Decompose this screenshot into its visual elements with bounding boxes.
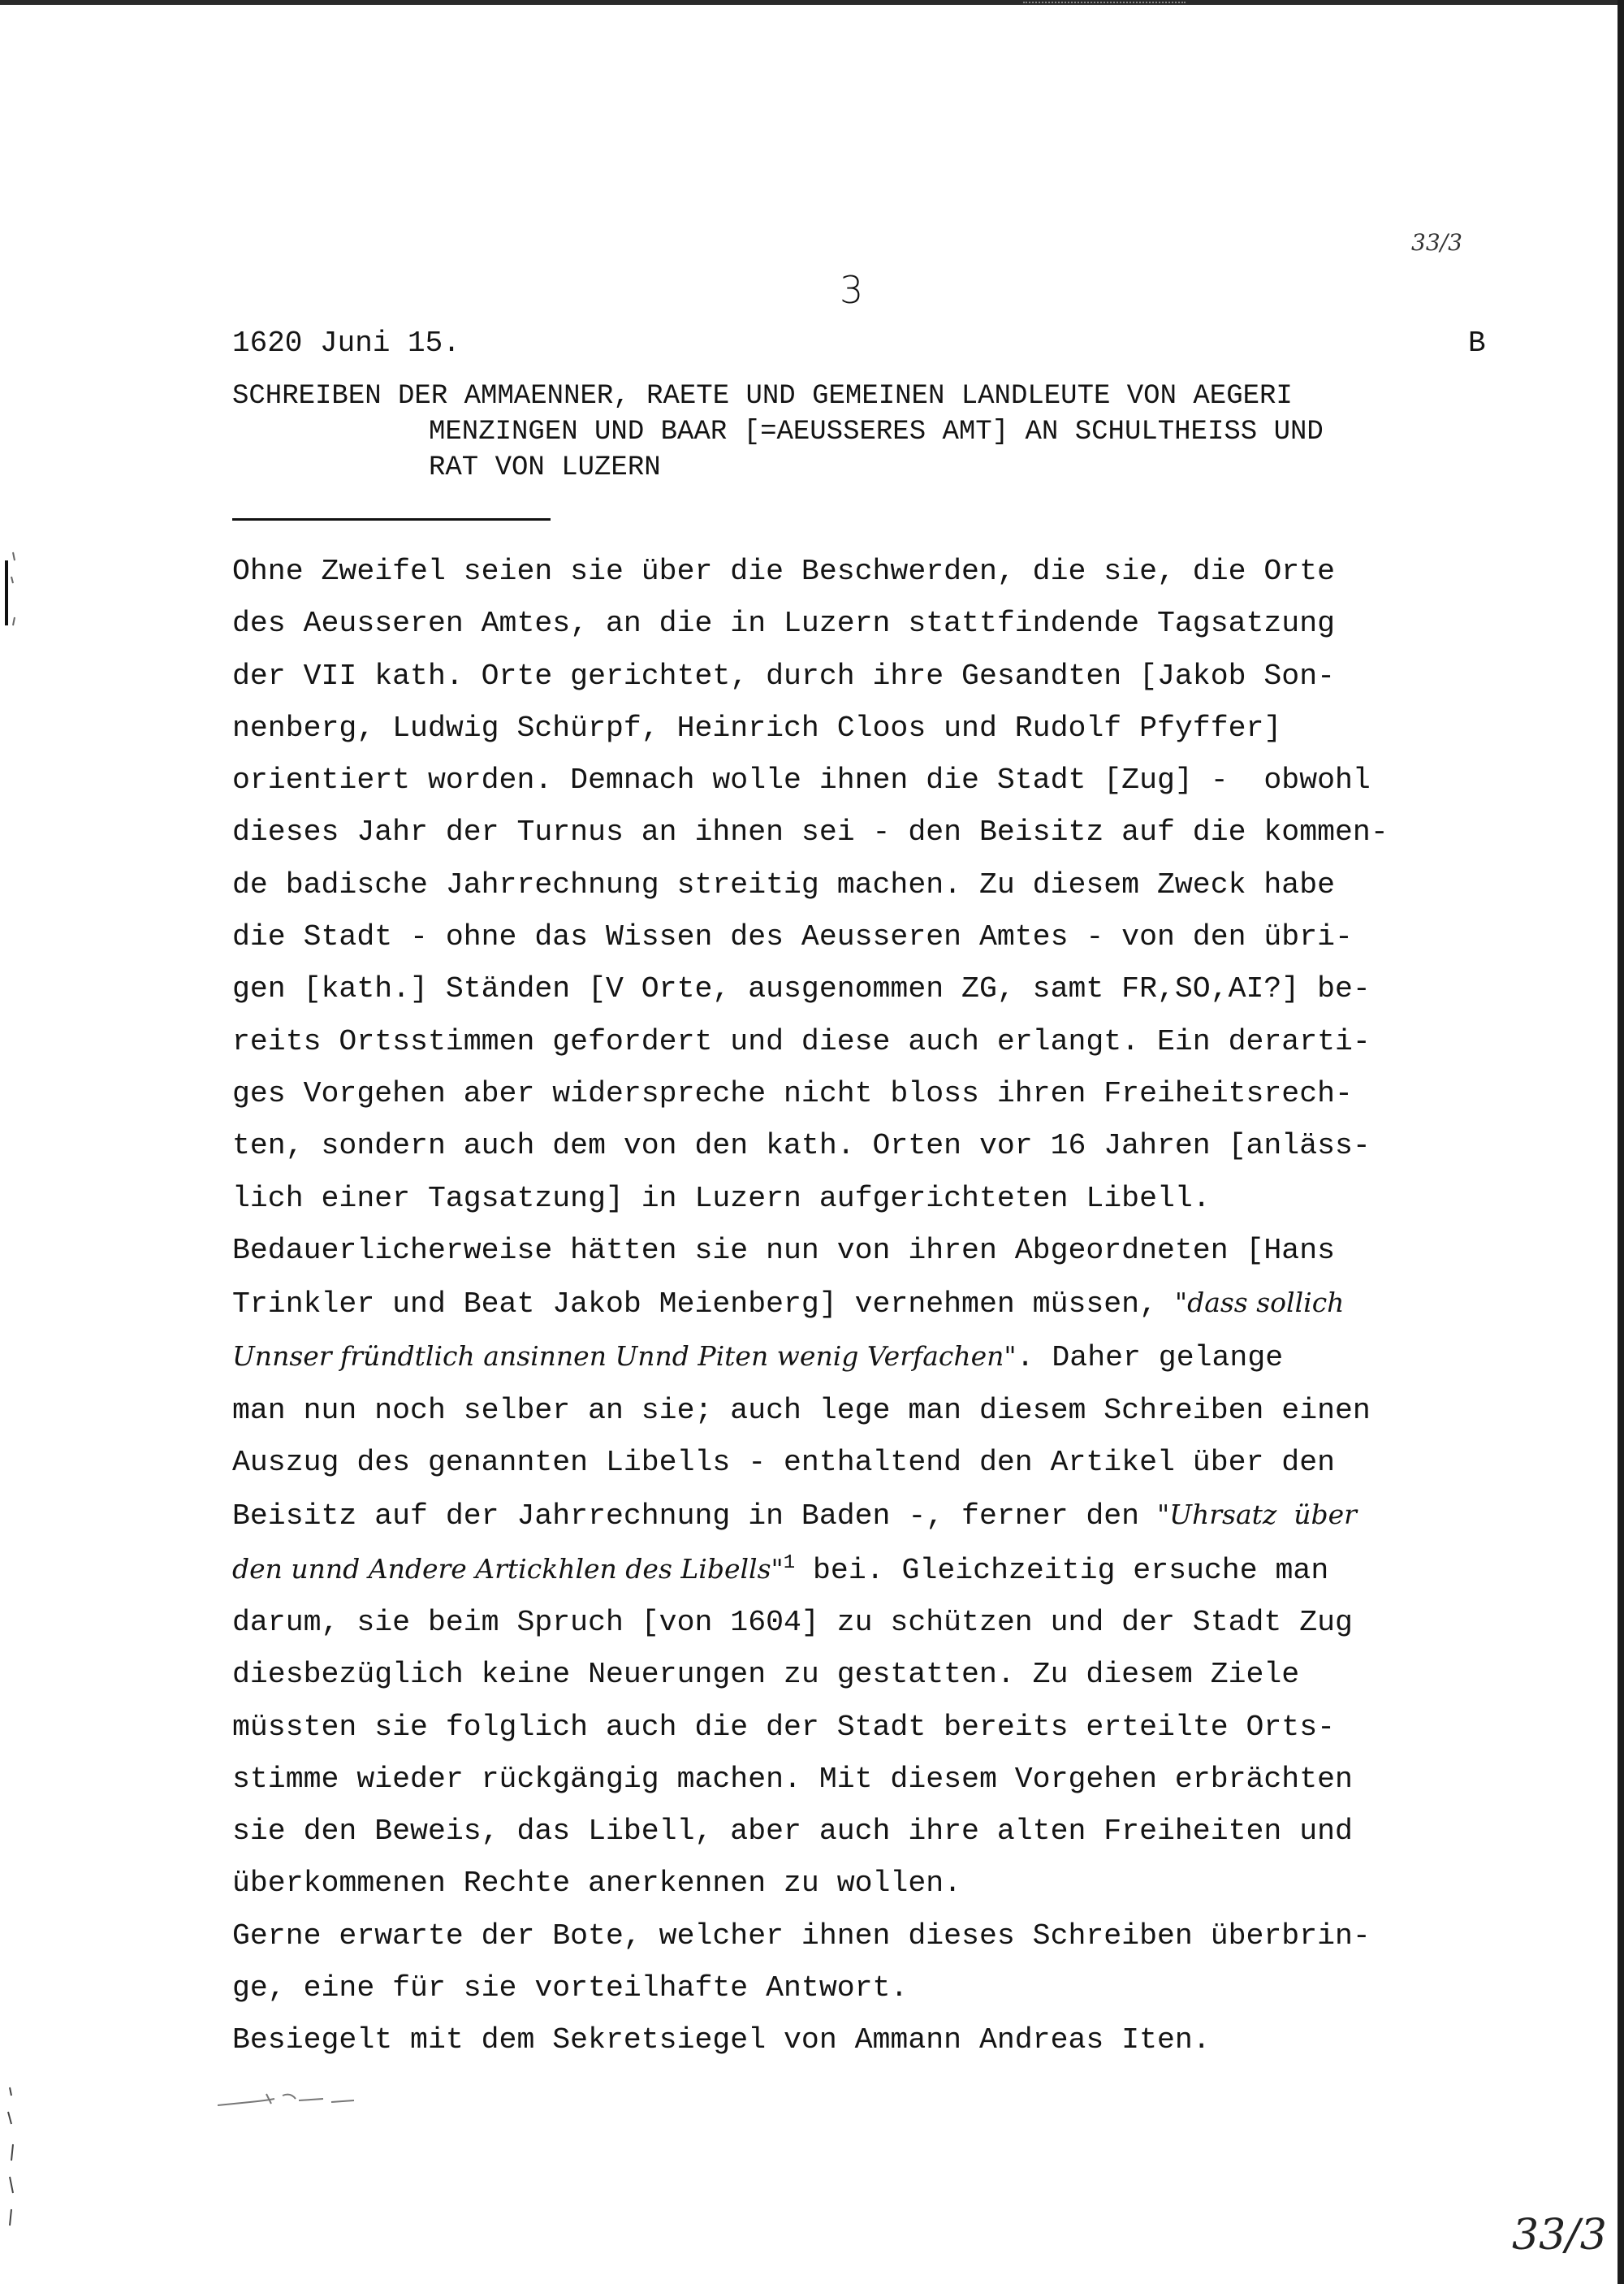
body-line: stimme wieder rückgängig machen. Mit diesem Vorgehen erbrächten (232, 1762, 1353, 1796)
body-line: darum, sie beim Spruch [von 1604] zu schützen und der Stadt Zug (232, 1605, 1353, 1639)
quote-text: den unnd Andere Artickhlen des Libells" (232, 1552, 784, 1585)
body-line: dieses Jahr der Turnus an ihnen sei - den Beisitz auf die kommen- (232, 815, 1389, 850)
body-line: Gerne erwarte der Bote, welcher ihnen dieses Schreiben überbrin- (232, 1918, 1371, 1953)
body-line: Beisitz auf der Jahrrechnung in Baden -, ferner den "Uhrsatz über (232, 1499, 1357, 1533)
body-line: Unnser fründtlich ansinnen Unnd Piten wenig Verfachen". Daher gelange (232, 1340, 1284, 1375)
body-line: den unnd Andere Artickhlen des Libells"$^1$ bei. Gleichzeitig ersuche man (232, 1551, 1329, 1587)
body-line: orientiert worden. Demnach wolle ihnen die Stadt [Zug] - obwohl (232, 763, 1371, 798)
body-line: Besiegelt mit dem Sekretsiegel von Ammann Andreas Iten. (232, 2023, 1211, 2057)
title-line: SCHREIBEN DER AMMAENNER, RAETE UND GEMEINEN LANDLEUTE VON AEGERI (232, 381, 1293, 412)
body-line: man nun noch selber an sie; auch lege man diesem Schreiben einen (232, 1393, 1371, 1427)
handwritten-reference: 33/3 (1512, 2211, 1607, 2260)
body-line: sie den Beweis, das Libell, aber auch ihre alten Freiheiten und (232, 1815, 1353, 1849)
body-line: Auszug des genannten Libells - enthaltend den Artikel über den (232, 1446, 1336, 1480)
body-line: Trinkler und Beat Jakob Meienberg] vernehmen müssen, "dass sollich (232, 1287, 1345, 1322)
faint-scribble (218, 2087, 356, 2110)
body-line: nenberg, Ludwig Schürpf, Heinrich Cloos und Rudolf Pfyffer] (232, 711, 1282, 745)
title-rule (232, 518, 551, 521)
title-line: RAT VON LUZERN (429, 452, 661, 483)
body-line: diesbezüglich keine Neuerungen zu gestatten. Zu diesem Ziele (232, 1658, 1300, 1692)
body-line: de badische Jahrrechnung streitig machen. Zu diesem Zweck habe (232, 867, 1336, 902)
body-line: gen [kath.] Ständen [V Orte, ausgenommen ZG, samt FR,SO,AI?] be- (232, 972, 1371, 1006)
letter-body (232, 546, 1548, 2067)
corner-reference: 33/3 (1411, 229, 1462, 256)
quote-text: "Uhrsatz über (1157, 1499, 1357, 1531)
body-line: Ohne Zweifel seien sie über die Beschwerden, die sie, die Orte (232, 555, 1336, 588)
body-line: der VII kath. Orte gerichtet, durch ihre Gesandten [Jakob Son- (232, 659, 1336, 693)
title-line: MENZINGEN UND BAAR [=AEUSSERES AMT] AN SCHULTHEISS UND (429, 417, 1324, 448)
scan-specks (1023, 2, 1186, 10)
body-line: Bedauerlicherweise hätten sie nun von ihren Abgeordneten [Hans (232, 1233, 1336, 1267)
scan-top-edge (0, 0, 1624, 5)
body-line: des Aeusseren Amtes, an die in Luzern stattfindende Tagsatzung (232, 607, 1336, 641)
page-number: 3 (840, 268, 864, 312)
body-line: überkommenen Rechte anerkennen zu wollen. (232, 1867, 962, 1901)
body-line: ges Vorgehen aber widerspreche nicht bloss ihren Freiheitsrech- (232, 1076, 1353, 1110)
document-title (232, 379, 1293, 414)
body-line: ten, sondern auch dem von den kath. Orten vor 16 Jahren [anläss- (232, 1129, 1371, 1163)
document-date: 1620 Juni 15. (232, 327, 460, 360)
document-title-cont (429, 414, 1324, 486)
document-letter: B (1468, 327, 1486, 360)
left-margin-marks (3, 487, 23, 2234)
body-line: reits Ortsstimmen gefordert und diese auch erlangt. Ein derarti- (232, 1024, 1371, 1058)
body-line: müssten sie folglich auch die der Stadt bereits erteilte Orts- (232, 1710, 1336, 1744)
scan-right-edge (1618, 0, 1624, 2284)
body-line: die Stadt - ohne das Wissen des Aeusseren Amtes - von den übri- (232, 920, 1353, 954)
footnote-marker: 1 (783, 1551, 796, 1574)
quote-text: "dass sollich (1174, 1287, 1345, 1319)
quote-text: Unnser fründtlich ansinnen Unnd Piten wenig Verfachen" (232, 1340, 1017, 1373)
body-line: ge, eine für sie vorteilhafte Antwort. (232, 1971, 909, 2005)
body-line: lich einer Tagsatzung] in Luzern aufgerichteten Libell. (232, 1181, 1211, 1215)
